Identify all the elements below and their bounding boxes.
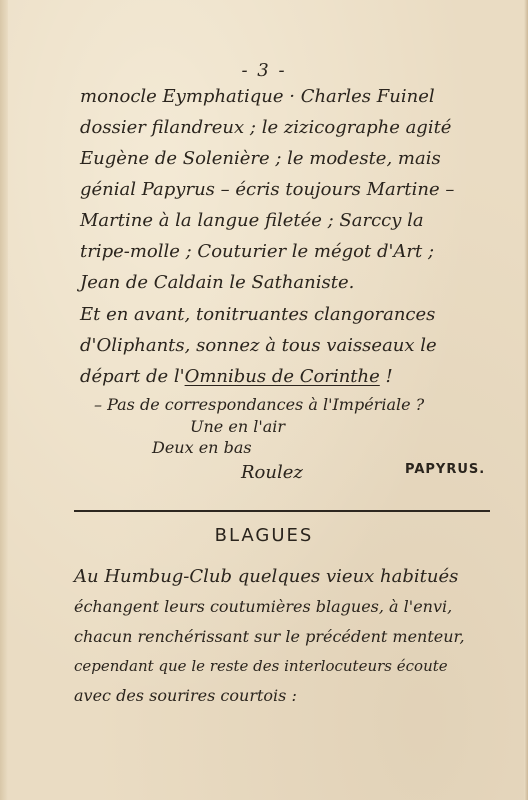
dialogue-line: Deux en bas xyxy=(152,438,252,457)
dialogue-line: – Pas de correspondances à l'Impériale ? xyxy=(94,395,425,414)
poem-line: génial Papyrus – écris toujours Martine – xyxy=(80,179,455,200)
page-right-edge xyxy=(524,0,528,800)
poem-line: tripe-molle ; Couturier le mégot d'Art ; xyxy=(80,241,435,262)
paragraph-line: avec des sourires courtois : xyxy=(74,686,297,705)
poem-line: dossier filandreux ; le zizicographe agité xyxy=(80,117,452,138)
page-number: - 3 - xyxy=(241,60,287,81)
poem-line: Martine à la langue filetée ; Sarccy la xyxy=(80,210,424,231)
underlined-title: Omnibus de Corinthe xyxy=(184,366,380,387)
section-divider xyxy=(74,510,490,512)
poem-line: Et en avant, tonitruantes clangorances xyxy=(80,304,436,325)
paragraph-line: chacun renchérissant sur le précédent menteur, xyxy=(74,627,465,646)
page-left-edge xyxy=(0,0,8,800)
section-title: BLAGUES xyxy=(214,525,314,546)
paragraph-line: échangent leurs coutumières blagues, à l'envi, xyxy=(74,597,453,616)
poem-line: Jean de Caldain le Sathaniste. xyxy=(80,272,355,293)
poem-line: d'Oliphants, sonnez à tous vaisseaux le xyxy=(80,335,437,356)
paragraph-line: cependant que le reste des interlocuteurs écoute xyxy=(74,657,448,675)
poem-line-end: ! xyxy=(379,366,393,387)
dialogue-line: Une en l'air xyxy=(190,417,286,436)
poem-line: monocle Eymphatique · Charles Fuinel xyxy=(80,86,435,107)
poem-line: Eugène de Solenière ; le modeste, mais xyxy=(80,148,441,169)
poem-line-start: départ de l' xyxy=(80,366,185,387)
poem-line-last xyxy=(80,368,393,386)
signature: PAPYRUS. xyxy=(405,462,486,477)
paragraph-line: Au Humbug-Club quelques vieux habitués xyxy=(74,566,459,587)
dialogue-line: Roulez xyxy=(241,462,303,483)
